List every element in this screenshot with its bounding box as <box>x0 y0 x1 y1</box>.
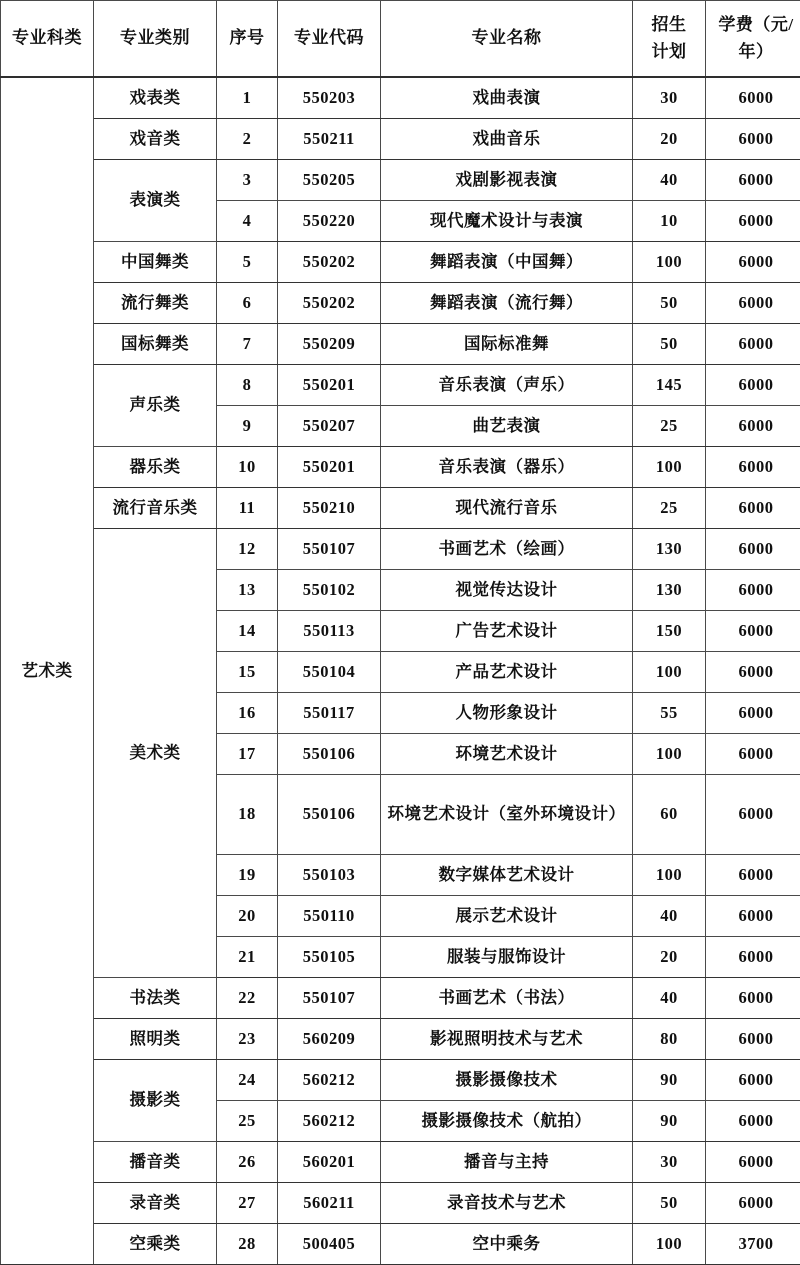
enrollment-quota-cell: 50 <box>633 283 706 324</box>
enrollment-quota-cell: 55 <box>633 693 706 734</box>
major-name-cell: 展示艺术设计 <box>381 896 633 937</box>
tuition-fee-cell: 3700 <box>706 1224 800 1265</box>
major-code-cell: 550106 <box>278 734 381 775</box>
row-index-cell: 17 <box>217 734 278 775</box>
category-group-cell: 表演类 <box>94 160 217 242</box>
major-code-cell: 550202 <box>278 283 381 324</box>
tuition-fee-cell: 6000 <box>706 119 800 160</box>
major-name-cell: 视觉传达设计 <box>381 570 633 611</box>
row-index-cell: 15 <box>217 652 278 693</box>
tuition-fee-cell: 6000 <box>706 1019 800 1060</box>
major-name-cell: 书画艺术（绘画） <box>381 529 633 570</box>
tuition-fee-cell: 6000 <box>706 1142 800 1183</box>
column-header-index: 序号 <box>217 1 278 78</box>
major-name-cell: 环境艺术设计（室外环境设计） <box>381 775 633 855</box>
column-header-fee-line2: 年） <box>710 39 800 65</box>
tuition-fee-cell: 6000 <box>706 365 800 406</box>
enrollment-quota-cell: 100 <box>633 447 706 488</box>
enrollment-quota-cell: 30 <box>633 1142 706 1183</box>
row-index-cell: 24 <box>217 1060 278 1101</box>
column-header-fee <box>706 1 800 78</box>
tuition-fee-cell: 6000 <box>706 896 800 937</box>
row-index-cell: 14 <box>217 611 278 652</box>
tuition-fee-cell: 6000 <box>706 242 800 283</box>
category-group-cell: 摄影类 <box>94 1060 217 1142</box>
table-row <box>1 978 800 1019</box>
category-group-cell: 空乘类 <box>94 1224 217 1265</box>
row-index-cell: 13 <box>217 570 278 611</box>
major-name-cell: 影视照明技术与艺术 <box>381 1019 633 1060</box>
major-code-cell: 550220 <box>278 201 381 242</box>
category-group-cell: 流行音乐类 <box>94 488 217 529</box>
tuition-fee-cell: 6000 <box>706 937 800 978</box>
major-code-cell: 500405 <box>278 1224 381 1265</box>
major-code-cell: 550210 <box>278 488 381 529</box>
category-group-cell: 流行舞类 <box>94 283 217 324</box>
major-code-cell: 550103 <box>278 855 381 896</box>
major-name-cell: 戏曲表演 <box>381 77 633 119</box>
major-name-cell: 空中乘务 <box>381 1224 633 1265</box>
major-name-cell: 摄影摄像技术（航拍） <box>381 1101 633 1142</box>
enrollment-quota-cell: 20 <box>633 119 706 160</box>
major-code-cell: 560209 <box>278 1019 381 1060</box>
table-row <box>1 283 800 324</box>
category-group-cell: 美术类 <box>94 529 217 978</box>
table-row <box>1 1224 800 1265</box>
major-code-cell: 550110 <box>278 896 381 937</box>
tuition-fee-cell: 6000 <box>706 611 800 652</box>
major-name-cell: 数字媒体艺术设计 <box>381 855 633 896</box>
column-header-subject: 专业科类 <box>1 1 94 78</box>
tuition-fee-cell: 6000 <box>706 160 800 201</box>
table-row <box>1 1142 800 1183</box>
table-header <box>1 1 800 78</box>
enrollment-quota-cell: 100 <box>633 242 706 283</box>
tuition-fee-cell: 6000 <box>706 1060 800 1101</box>
column-header-quota <box>633 1 706 78</box>
table-row <box>1 365 800 406</box>
tuition-fee-cell: 6000 <box>706 529 800 570</box>
row-index-cell: 26 <box>217 1142 278 1183</box>
table-row <box>1 242 800 283</box>
row-index-cell: 1 <box>217 77 278 119</box>
table-row <box>1 160 800 201</box>
enrollment-quota-cell: 100 <box>633 1224 706 1265</box>
major-code-cell: 550107 <box>278 978 381 1019</box>
column-header-fee-line1: 学费（元/ <box>710 12 800 38</box>
major-code-cell: 550117 <box>278 693 381 734</box>
tuition-fee-cell: 6000 <box>706 734 800 775</box>
enrollment-quota-cell: 130 <box>633 570 706 611</box>
column-header-name: 专业名称 <box>381 1 633 78</box>
column-header-category: 专业类别 <box>94 1 217 78</box>
major-name-cell: 国际标准舞 <box>381 324 633 365</box>
table-body <box>1 77 800 1265</box>
major-code-cell: 550201 <box>278 447 381 488</box>
tuition-fee-cell: 6000 <box>706 77 800 119</box>
enrollment-quota-cell: 40 <box>633 978 706 1019</box>
row-index-cell: 7 <box>217 324 278 365</box>
tuition-fee-cell: 6000 <box>706 570 800 611</box>
row-index-cell: 16 <box>217 693 278 734</box>
row-index-cell: 2 <box>217 119 278 160</box>
major-name-cell: 戏剧影视表演 <box>381 160 633 201</box>
table-row <box>1 1060 800 1101</box>
table-row <box>1 447 800 488</box>
table-row <box>1 77 800 119</box>
major-name-cell: 摄影摄像技术 <box>381 1060 633 1101</box>
enrollment-quota-cell: 90 <box>633 1060 706 1101</box>
category-group-cell: 戏音类 <box>94 119 217 160</box>
enrollment-quota-cell: 60 <box>633 775 706 855</box>
major-code-cell: 550102 <box>278 570 381 611</box>
row-index-cell: 11 <box>217 488 278 529</box>
enrollment-quota-cell: 25 <box>633 406 706 447</box>
enrollment-quota-cell: 30 <box>633 77 706 119</box>
table-row <box>1 324 800 365</box>
major-code-cell: 560201 <box>278 1142 381 1183</box>
row-index-cell: 20 <box>217 896 278 937</box>
enrollment-quota-cell: 20 <box>633 937 706 978</box>
tuition-fee-cell: 6000 <box>706 855 800 896</box>
enrollment-quota-cell: 130 <box>633 529 706 570</box>
tuition-fee-cell: 6000 <box>706 406 800 447</box>
major-name-cell: 音乐表演（器乐） <box>381 447 633 488</box>
major-code-cell: 550205 <box>278 160 381 201</box>
major-name-cell: 现代魔术设计与表演 <box>381 201 633 242</box>
tuition-fee-cell: 6000 <box>706 201 800 242</box>
enrollment-quota-cell: 90 <box>633 1101 706 1142</box>
row-index-cell: 8 <box>217 365 278 406</box>
row-index-cell: 22 <box>217 978 278 1019</box>
row-index-cell: 5 <box>217 242 278 283</box>
enrollment-quota-cell: 80 <box>633 1019 706 1060</box>
major-code-cell: 550107 <box>278 529 381 570</box>
category-group-cell: 录音类 <box>94 1183 217 1224</box>
tuition-fee-cell: 6000 <box>706 324 800 365</box>
enrollment-quota-cell: 40 <box>633 160 706 201</box>
major-name-cell: 舞蹈表演（流行舞） <box>381 283 633 324</box>
tuition-fee-cell: 6000 <box>706 652 800 693</box>
row-index-cell: 28 <box>217 1224 278 1265</box>
major-code-cell: 560212 <box>278 1060 381 1101</box>
subject-group-cell: 艺术类 <box>1 77 94 1265</box>
column-header-quota-line1: 招生 <box>637 12 701 38</box>
header-row <box>1 1 800 78</box>
enrollment-quota-cell: 150 <box>633 611 706 652</box>
tuition-fee-cell: 6000 <box>706 447 800 488</box>
table-row <box>1 488 800 529</box>
enrollment-quota-cell: 50 <box>633 1183 706 1224</box>
major-code-cell: 550209 <box>278 324 381 365</box>
major-name-cell: 产品艺术设计 <box>381 652 633 693</box>
row-index-cell: 23 <box>217 1019 278 1060</box>
enrollment-quota-cell: 40 <box>633 896 706 937</box>
major-name-cell: 服装与服饰设计 <box>381 937 633 978</box>
tuition-fee-cell: 6000 <box>706 1101 800 1142</box>
category-group-cell: 器乐类 <box>94 447 217 488</box>
major-code-cell: 550201 <box>278 365 381 406</box>
column-header-quota-line2: 计划 <box>637 39 701 65</box>
major-name-cell: 书画艺术（书法） <box>381 978 633 1019</box>
major-code-cell: 550202 <box>278 242 381 283</box>
category-group-cell: 播音类 <box>94 1142 217 1183</box>
major-name-cell: 录音技术与艺术 <box>381 1183 633 1224</box>
major-name-cell: 现代流行音乐 <box>381 488 633 529</box>
tuition-fee-cell: 6000 <box>706 283 800 324</box>
major-name-cell: 播音与主持 <box>381 1142 633 1183</box>
enrollment-quota-cell: 100 <box>633 652 706 693</box>
tuition-fee-cell: 6000 <box>706 978 800 1019</box>
category-group-cell: 国标舞类 <box>94 324 217 365</box>
row-index-cell: 10 <box>217 447 278 488</box>
major-name-cell: 曲艺表演 <box>381 406 633 447</box>
column-header-code: 专业代码 <box>278 1 381 78</box>
category-group-cell: 中国舞类 <box>94 242 217 283</box>
enrollment-quota-cell: 50 <box>633 324 706 365</box>
category-group-cell: 书法类 <box>94 978 217 1019</box>
major-name-cell: 人物形象设计 <box>381 693 633 734</box>
row-index-cell: 25 <box>217 1101 278 1142</box>
row-index-cell: 4 <box>217 201 278 242</box>
major-name-cell: 广告艺术设计 <box>381 611 633 652</box>
enrollment-quota-cell: 25 <box>633 488 706 529</box>
row-index-cell: 21 <box>217 937 278 978</box>
major-name-cell: 环境艺术设计 <box>381 734 633 775</box>
major-code-cell: 560212 <box>278 1101 381 1142</box>
category-group-cell: 戏表类 <box>94 77 217 119</box>
row-index-cell: 3 <box>217 160 278 201</box>
category-group-cell: 照明类 <box>94 1019 217 1060</box>
row-index-cell: 19 <box>217 855 278 896</box>
enrollment-quota-cell: 100 <box>633 734 706 775</box>
table-row <box>1 1183 800 1224</box>
row-index-cell: 27 <box>217 1183 278 1224</box>
enrollment-quota-cell: 100 <box>633 855 706 896</box>
major-code-cell: 560211 <box>278 1183 381 1224</box>
category-group-cell: 声乐类 <box>94 365 217 447</box>
row-index-cell: 12 <box>217 529 278 570</box>
major-code-cell: 550207 <box>278 406 381 447</box>
major-code-cell: 550105 <box>278 937 381 978</box>
major-code-cell: 550203 <box>278 77 381 119</box>
enrollment-quota-cell: 145 <box>633 365 706 406</box>
major-name-cell: 舞蹈表演（中国舞） <box>381 242 633 283</box>
row-index-cell: 6 <box>217 283 278 324</box>
major-code-cell: 550113 <box>278 611 381 652</box>
tuition-fee-cell: 6000 <box>706 1183 800 1224</box>
row-index-cell: 9 <box>217 406 278 447</box>
table-row <box>1 119 800 160</box>
major-name-cell: 戏曲音乐 <box>381 119 633 160</box>
tuition-fee-cell: 6000 <box>706 693 800 734</box>
major-code-cell: 550104 <box>278 652 381 693</box>
tuition-fee-cell: 6000 <box>706 488 800 529</box>
row-index-cell: 18 <box>217 775 278 855</box>
major-code-cell: 550211 <box>278 119 381 160</box>
tuition-fee-cell: 6000 <box>706 775 800 855</box>
enrollment-quota-cell: 10 <box>633 201 706 242</box>
major-code-cell: 550106 <box>278 775 381 855</box>
table-row <box>1 529 800 570</box>
major-name-cell: 音乐表演（声乐） <box>381 365 633 406</box>
table-row <box>1 1019 800 1060</box>
